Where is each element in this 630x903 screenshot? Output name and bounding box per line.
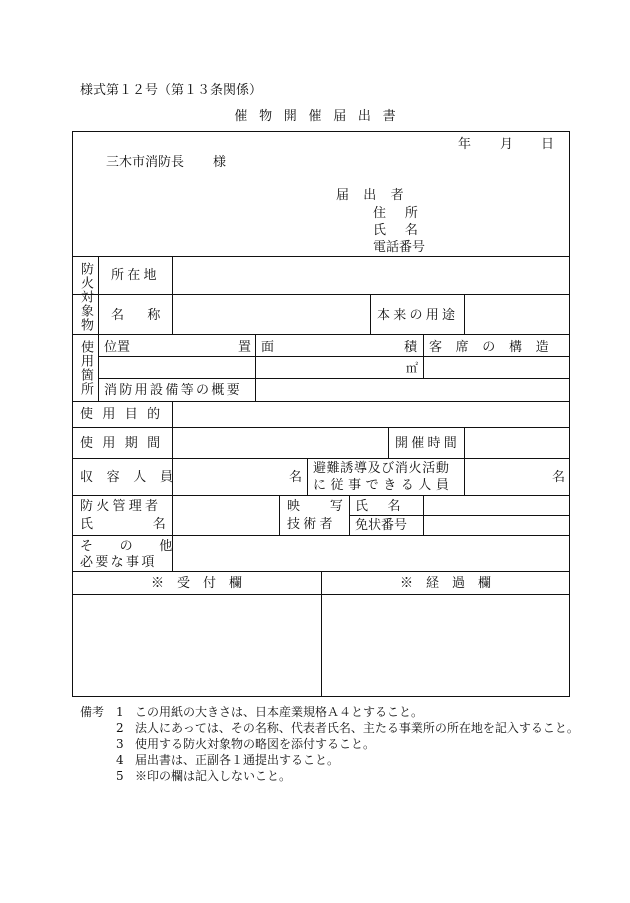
applicant-phone-label: 電話番号 xyxy=(373,240,426,255)
divider xyxy=(72,334,570,335)
event-time-label: 開催時間 xyxy=(395,436,461,451)
projection-label-line1: 映写 xyxy=(287,499,373,514)
date-month: 月 xyxy=(500,137,514,152)
notes-label: 備考 xyxy=(80,705,105,719)
equipment-label: 消防用設備等の概要 xyxy=(104,383,243,398)
applicant-label: 届出者 xyxy=(336,188,418,203)
addressee-honorific: 様 xyxy=(213,155,227,170)
progress-label: ※ 経 過 欄 xyxy=(399,576,491,591)
divider xyxy=(464,427,465,495)
divider xyxy=(72,256,570,257)
divider xyxy=(423,334,424,378)
evacuation-staff-unit: 名 xyxy=(552,470,566,485)
divider xyxy=(72,401,570,402)
usage-section-label: 使用箇所 xyxy=(78,340,93,396)
other-label-line2: 必要な事項 xyxy=(80,555,157,570)
projection-license-label: 免状番号 xyxy=(355,518,408,533)
note-number: 3 xyxy=(116,737,124,751)
capacity-unit: 名 xyxy=(289,470,303,485)
other-label-line1: その他 xyxy=(80,539,199,554)
fire-manager-label-line2: 氏名 xyxy=(80,517,226,532)
divider xyxy=(72,294,570,295)
applicant-address-label: 住所 xyxy=(373,206,437,221)
note-text: 届出書は、正副各１通提出すること。 xyxy=(135,753,340,767)
position-label: 位置 xyxy=(104,340,131,355)
area-label-suffix: 積 xyxy=(404,340,418,355)
area-label: 面 xyxy=(261,340,275,355)
divider xyxy=(388,427,389,458)
reception-label: ※ 受 付 欄 xyxy=(150,576,242,591)
fire-manager-label-line1: 防火管理者 xyxy=(80,499,162,514)
addressee: 三木市消防長 xyxy=(106,155,185,170)
evacuation-staff-label-line1: 避難誘導及び消火活動 xyxy=(313,461,450,476)
evacuation-staff-label-line2: に従事できる人員 xyxy=(313,478,454,493)
divider xyxy=(72,495,570,496)
note-text: 使用する防火対象物の略図を添付すること。 xyxy=(135,737,376,751)
divider xyxy=(72,458,570,459)
divider xyxy=(370,294,371,334)
position-label-suffix: 置 xyxy=(238,340,252,355)
target-section-label: 防火対象物 xyxy=(78,262,93,332)
note-text: この用紙の大きさは、日本産業規格Ａ４とすること。 xyxy=(135,705,424,719)
applicant-name-label: 氏名 xyxy=(373,223,437,238)
divider xyxy=(423,495,424,535)
divider xyxy=(98,356,570,357)
target-name-label: 名称 xyxy=(111,308,184,323)
area-unit: ㎡ xyxy=(406,361,419,375)
note-text: ※印の欄は記入しないこと。 xyxy=(135,769,292,783)
form-id: 様式第１２号（第１３条関係） xyxy=(80,83,263,98)
target-original-use-label: 本来の用途 xyxy=(377,308,459,323)
date-day: 日 xyxy=(541,137,555,152)
divider xyxy=(255,334,256,401)
divider xyxy=(279,495,280,535)
divider xyxy=(464,294,465,334)
note-number: 1 xyxy=(116,705,124,719)
form-title: 催物開催届出書 xyxy=(234,109,408,124)
projection-label-line2: 技術者 xyxy=(287,517,336,532)
divider xyxy=(98,256,99,401)
divider xyxy=(72,535,570,536)
divider xyxy=(72,427,570,428)
divider xyxy=(98,378,570,379)
target-location-label: 所在地 xyxy=(111,268,160,283)
note-number: 5 xyxy=(116,769,124,783)
projection-name-label: 氏名 xyxy=(355,499,421,514)
capacity-label: 収容人員 xyxy=(80,470,187,485)
seating-structure-label: 客席の構造 xyxy=(429,340,563,355)
note-text: 法人にあっては、その名称、代表者氏名、主たる事業所の所在地を記入すること。 xyxy=(135,721,579,735)
date-year: 年 xyxy=(458,137,472,152)
note-number: 2 xyxy=(116,721,124,735)
divider xyxy=(349,515,570,516)
divider xyxy=(307,458,308,495)
note-number: 4 xyxy=(116,753,124,767)
period-label: 使用期間 xyxy=(80,436,170,451)
purpose-label: 使用目的 xyxy=(80,407,170,422)
